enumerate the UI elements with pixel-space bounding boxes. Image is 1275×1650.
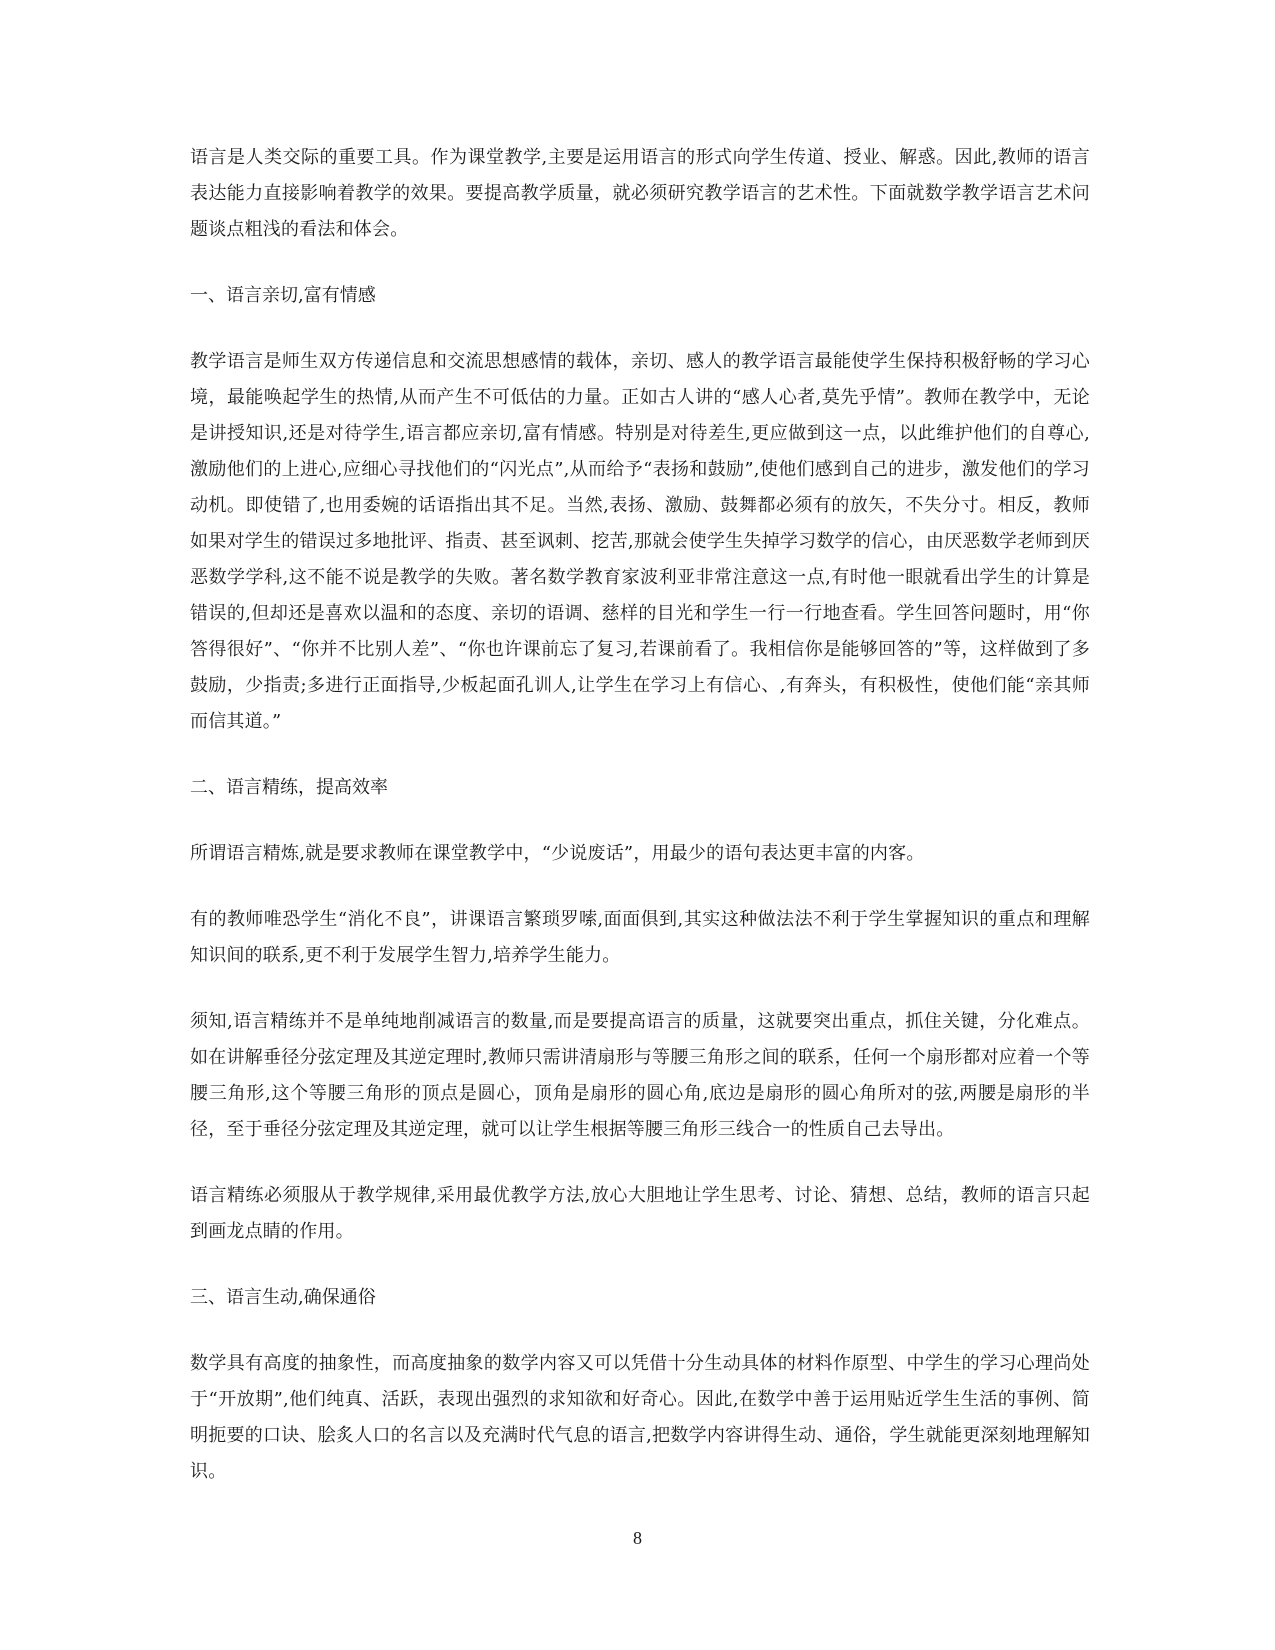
- section-2-paragraph-2: 有的教师唯恐学生“消化不良”，讲课语言繁琐罗嗦,面面俱到,其实这种做法法不利于学生掌握知识的重点和理解知识间的联系,更不利于发展学生智力,培养学生能力。: [190, 909, 1090, 966]
- section-3-heading: 三、语言生动,确保通俗: [190, 1287, 376, 1308]
- section-2-paragraph-3: 须知,语言精练并不是单纯地削减语言的数量,而是要提高语言的质量，这就要突出重点，抓住关键，分化难点。如在讲解垂径分弦定理及其逆定理时,教师只需讲清扇形与等腰三角形之间的联系，任何一个扇形都对应着一个等腰三角形,这个等腰三角形的顶点是圆心，顶角是扇形的圆心角,底边是扇形的圆心角所对的弦,两腰是扇形的半径，至于垂径分弦定理及其逆定理，就可以让学生根据等腰三角形三线合一的性质自己去导出。: [190, 1011, 1090, 1140]
- section-1-heading: 一、语言亲切,富有情感: [190, 285, 376, 306]
- section-2-paragraph-4: 语言精练必须服从于教学规律,采用最优教学方法,放心大胆地让学生思考、讨论、猜想、总结，教师的语言只起到画龙点睛的作用。: [190, 1185, 1090, 1242]
- page-number: 8: [633, 1528, 642, 1548]
- section-2-paragraph-1: 所谓语言精炼,就是要求教师在课堂教学中，“少说废话”，用最少的语句表达更丰富的内客。: [190, 843, 925, 864]
- section-3-paragraph: 数学具有高度的抽象性，而高度抽象的数学内容又可以凭借十分生动具体的材料作原型、中学生的学习心理尚处于“开放期”,他们纯真、活跃，表现出强烈的求知欲和好奇心。因此,在数学中善于运用贴近学生生活的事例、简明扼要的口诀、脍炙人口的名言以及充满时代气息的语言,把数学内容讲得生动、通俗，学生就能更深刻地理解知识。: [190, 1353, 1090, 1482]
- document-body: [190, 140, 1090, 1490]
- section-2-heading: 二、语言精练，提高效率: [190, 777, 388, 798]
- intro-paragraph: 语言是人类交际的重要工具。作为课堂教学,主要是运用语言的形式向学生传道、授业、解惑。因此,教师的语言表达能力直接影响着教学的效果。要提高教学质量，就必须研究教学语言的艺术性。下面就数学教学语言艺术问题谈点粗浅的看法和体会。: [190, 147, 1090, 240]
- section-1-paragraph: 教学语言是师生双方传递信息和交流思想感情的载体，亲切、感人的教学语言最能使学生保持积极舒畅的学习心境，最能唤起学生的热情,从而产生不可低估的力量。正如古人讲的“感人心者,莫先乎情”。教师在教学中，无论是讲授知识,还是对待学生,语言都应亲切,富有情感。特别是对待差生,更应做到这一点，以此维护他们的自尊心,激励他们的上进心,应细心寻找他们的“闪光点”,从而给予“表扬和鼓励”,使他们感到自己的进步，激发他们的学习动机。即使错了,也用委婉的话语指出其不足。当然,表扬、激励、鼓舞都必须有的放矢，不失分寸。相反，教师如果对学生的错误过多地批评、指责、甚至讽刺、挖苦,那就会使学生失掉学习数学的信心，由厌恶数学老师到厌恶数学学科,这不能不说是教学的失败。著名数学教育家波利亚非常注意这一点,有时他一眼就看出学生的计算是错误的,但却还是喜欢以温和的态度、亲切的语调、慈样的目光和学生一行一行地查看。学生回答问题时，用“你答得很好”、“你并不比别人差”、“你也许课前忘了复习,若课前看了。我相信你是能够回答的”等，这样做到了多鼓励，少指责;多进行正面指导,少板起面孔训人,让学生在学习上有信心、,有奔头，有积极性，使他们能“亲其师而信其道。”: [190, 351, 1090, 732]
